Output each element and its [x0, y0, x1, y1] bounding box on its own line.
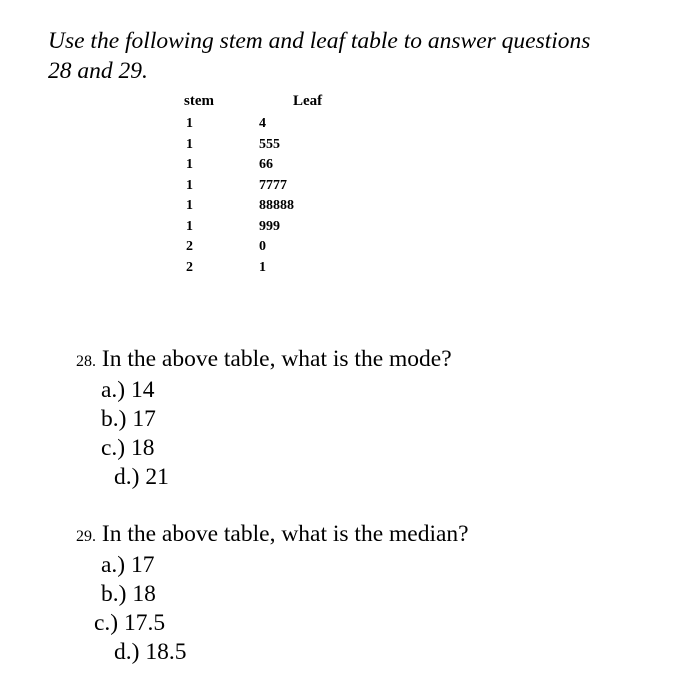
leaf-cell: 1 — [259, 259, 266, 275]
answer-options — [76, 376, 676, 492]
answer-option-c: c.) 17.5 — [94, 610, 166, 636]
question-28 — [76, 345, 676, 492]
answer-option-b: b.) 18 — [101, 581, 156, 607]
leaf-cell: 0 — [259, 239, 266, 254]
stem-cell: 1 — [186, 218, 193, 234]
question-prompt — [76, 520, 676, 551]
table-row — [0, 176, 400, 197]
stem-cell: 2 — [186, 239, 193, 254]
table-row — [0, 258, 400, 279]
question-text: In the above table, what is the median? — [101, 521, 469, 547]
instructions-line-2: 28 and 29. — [48, 58, 148, 84]
table-row — [0, 196, 400, 217]
leaf-cell: 999 — [259, 218, 280, 234]
answer-option-b: b.) 17 — [101, 406, 156, 432]
question-text: In the above table, what is the mode? — [101, 346, 452, 372]
question-number: 29. — [76, 528, 96, 545]
stem-leaf-table — [0, 114, 400, 278]
instructions-line-1: Use the following stem and leaf table to answer questions — [48, 28, 591, 54]
answer-option-a: a.) 14 — [101, 377, 155, 403]
stem-cell: 1 — [186, 198, 193, 213]
stem-cell: 1 — [186, 157, 193, 172]
stem-column-header: stem — [184, 93, 214, 109]
table-row — [0, 217, 400, 238]
leaf-cell: 66 — [259, 157, 273, 172]
instructions — [48, 26, 668, 86]
table-row — [0, 155, 400, 176]
question-prompt — [76, 345, 676, 376]
leaf-cell: 555 — [259, 136, 280, 152]
leaf-cell: 4 — [259, 116, 266, 131]
table-row — [0, 114, 400, 135]
stem-cell: 1 — [186, 136, 193, 152]
stem-cell: 1 — [186, 177, 193, 193]
table-row — [0, 237, 400, 258]
table-row — [0, 135, 400, 156]
stem-cell: 1 — [186, 116, 193, 131]
leaf-cell: 88888 — [259, 198, 294, 213]
question-29 — [76, 520, 676, 667]
answer-options — [76, 551, 676, 667]
leaf-cell: 7777 — [259, 177, 287, 193]
question-number: 28. — [76, 353, 96, 370]
answer-option-a: a.) 17 — [101, 552, 155, 578]
answer-option-d: d.) 18.5 — [114, 639, 187, 665]
leaf-column-header: Leaf — [293, 93, 323, 109]
stem-cell: 2 — [186, 259, 193, 275]
answer-option-c: c.) 18 — [101, 435, 155, 461]
answer-option-d: d.) 21 — [114, 464, 169, 490]
